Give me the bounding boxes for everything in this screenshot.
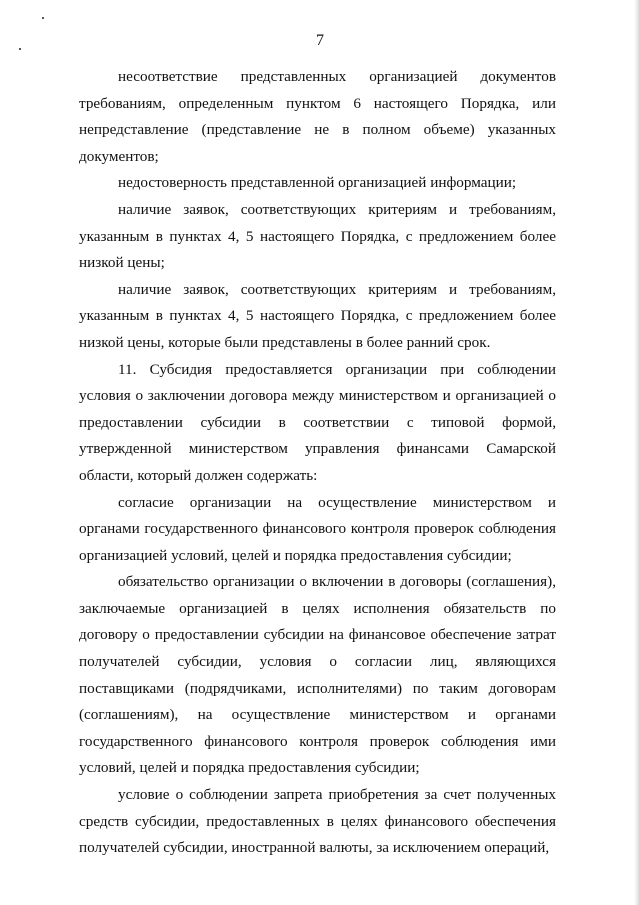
paragraph: условие о соблюдении запрета приобретения за счет полученных средств субсидии, предоставленных в целях финансового обеспечения получателей субсидии, иностранной валюты, за исключением операций, [79,786,556,857]
paragraph: наличие заявок, соответствующих критериям и требованиям, указанным в пунктах 4, 5 настоящего Порядка, с предложением более низкой цены; [79,200,556,272]
paragraph: недостоверность представленной организацией информации; [118,174,517,192]
paragraph: 11. Субсидия предоставляется организации при соблюдении условия о заключении договора между министерством и организацией о предоставлении субсидии в соответствии с типовой формой, утвержденной министерством управления финансами Самарской области, который должен содержать: [79,360,556,484]
paragraph: согласие организации на осуществление министерством и органами государственного финансового контроля проверок соблюдения организацией условий, целей и порядка предоставления субсидии; [79,493,556,564]
page-number: 7 [316,32,324,49]
scan-speck [42,17,44,19]
paragraph: несоответствие представленных организацией документов требованиям, определенным пунктом 6 настоящего Порядка, или непредставление (представление не в полном объеме) указанных документов; [79,68,556,165]
paragraph: наличие заявок, соответствующих критериям и требованиям, указанным в пунктах 4, 5 настоящего Порядка, с предложением более низкой цены, которые были представлены в более ранний срок. [79,280,556,351]
page-edge-shadow [634,0,640,905]
paragraph: обязательство организации о включении в договоры (соглашения), заключаемые организацией в целях исполнения обязательств по договору о предоставлении субсидии на финансовое обеспечение затрат получателей субсидии, условия о согласии лиц, являющихся поставщиками (подрядчиками, исполнителями) по таким договорам (соглашениям), на осуществление министерством и органами государственного финансового контроля проверок соблюдения ими условий, целей и порядка предоставления субсидии; [79,573,556,777]
document-body [79,64,556,862]
